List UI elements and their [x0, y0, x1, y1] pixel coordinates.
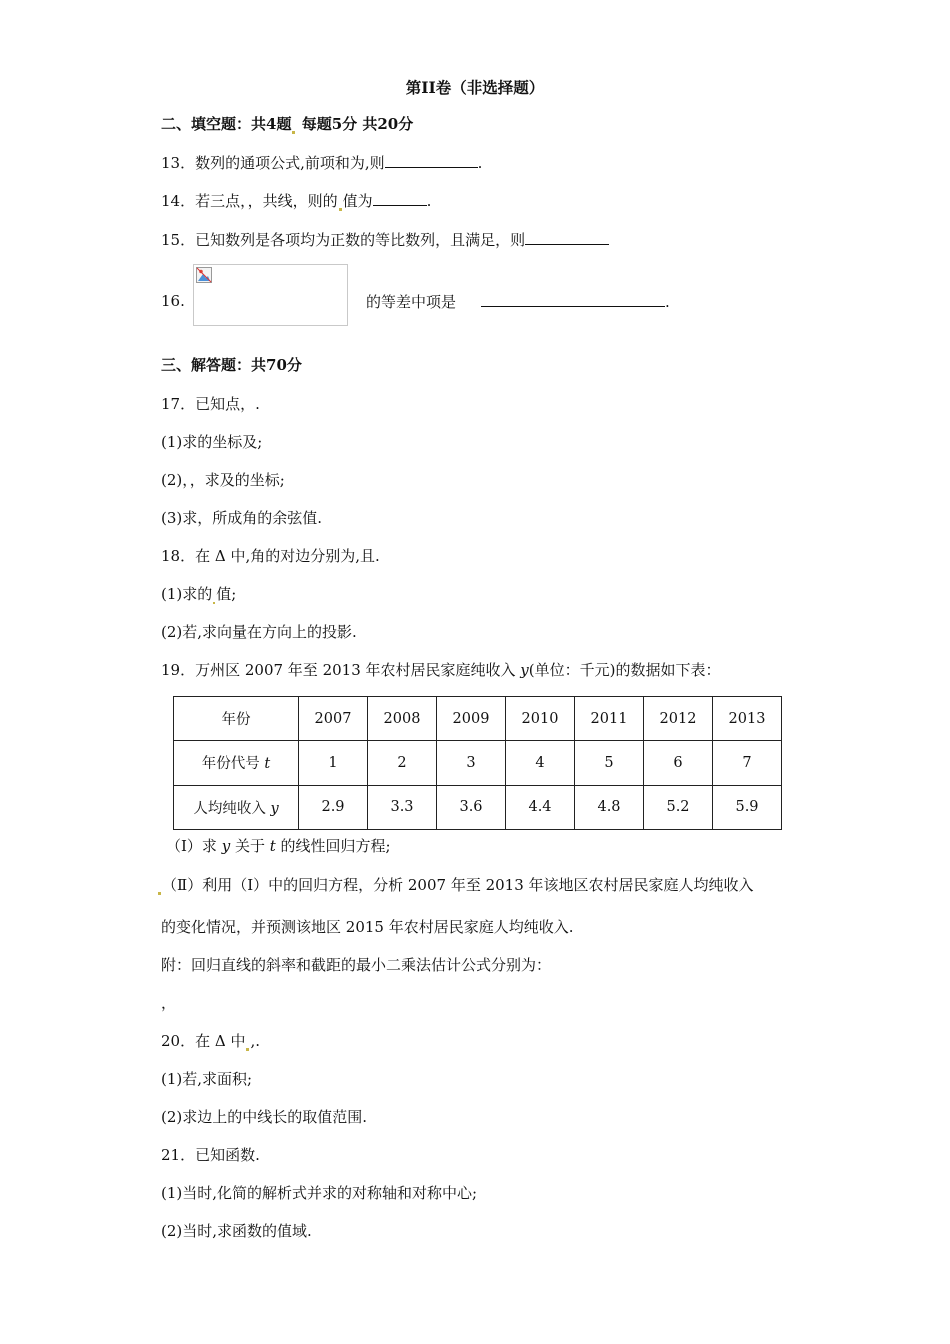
variable-y: y	[520, 661, 529, 679]
table-cell: 2007	[299, 697, 368, 741]
table-cell: 2012	[644, 697, 713, 741]
answer-blank	[481, 291, 665, 307]
question-21-stem: 21．已知函数.	[161, 1146, 260, 1164]
table-cell: 4.8	[575, 785, 644, 829]
variable-t: t	[264, 756, 271, 773]
question-21-part-1: (1)当时,化简的解析式并求的对称轴和对称中心;	[161, 1184, 478, 1202]
table-cell: 2010	[506, 697, 575, 741]
question-14-text-2: 值为	[342, 192, 373, 210]
table-cell: 7	[713, 741, 782, 785]
question-17-stem: 17．已知点，.	[161, 395, 260, 413]
table-cell: 4	[506, 741, 575, 785]
question-18-part-1-b: 值;	[216, 585, 237, 603]
question-16-text: 的等差中项是	[366, 293, 457, 311]
table-row-years	[174, 697, 782, 741]
table-cell: 2	[368, 741, 437, 785]
q20-stem-b: ,.	[250, 1032, 261, 1050]
question-19-stem-b: (单位：千元)的数据如下表：	[528, 661, 721, 679]
table-cell: 3.6	[437, 785, 506, 829]
table-row-incomes	[174, 785, 782, 829]
table-cell: 1	[299, 741, 368, 785]
table-cell: 2013	[713, 697, 782, 741]
artifact-dot	[158, 892, 161, 895]
variable-y: y	[221, 837, 231, 855]
question-19-note: 附：回归直线的斜率和截距的最小二乘法估计公式分别为：	[161, 956, 552, 974]
table-header-cell: 年份	[174, 697, 299, 741]
question-19-stem	[161, 660, 720, 680]
table-cell: 2008	[368, 697, 437, 741]
exam-part-title: 第II卷（非选择题）	[405, 78, 545, 97]
question-14-tail: .	[426, 192, 432, 210]
table-cell: 5	[575, 741, 644, 785]
broken-image-placeholder	[193, 264, 348, 326]
question-19-stem-a: 19．万州区 2007 年至 2013 年农村居民家庭纯收入	[161, 661, 521, 679]
section-fill-in-scoring: 每题5分 共20分	[301, 115, 414, 133]
table-cell: 4.4	[506, 785, 575, 829]
question-13-text: 13．数列的通项公式,前项和为,则	[161, 154, 385, 172]
variable-y: y	[270, 800, 279, 817]
row-code-label: 年份代号	[201, 756, 265, 773]
question-14-text: 14．若三点，，共线，则的	[161, 192, 338, 210]
section-solutions-heading: 三、解答题：共70分	[161, 356, 302, 374]
table-row-codes	[174, 741, 782, 785]
question-19-comma: ，	[161, 994, 177, 1012]
q20-stem-a: 20．在 Δ 中	[161, 1032, 246, 1050]
table-cell: 2.9	[299, 785, 368, 829]
question-16-number: 16.	[161, 292, 185, 310]
question-19-part-2-line-2: 的变化情况，并预测该地区 2015 年农村居民家庭人均纯收入.	[161, 918, 574, 936]
question-20-stem	[161, 1031, 260, 1051]
artifact-dot	[339, 208, 342, 211]
question-13-tail: .	[477, 154, 483, 172]
question-20-part-2: (2)求边上的中线长的取值范围.	[161, 1108, 368, 1126]
section-fill-in-heading	[161, 114, 413, 134]
question-18-part-1-a: (1)求的	[161, 585, 213, 603]
artifact-dot	[292, 131, 295, 134]
table-header-cell	[174, 785, 299, 829]
table-cell: 5.9	[713, 785, 782, 829]
q19-p1-c: 的线性回归方程;	[275, 837, 391, 855]
question-14	[161, 190, 431, 211]
question-21-part-2: (2)当时,求函数的值域.	[161, 1222, 312, 1240]
variable-t: t	[269, 837, 276, 855]
table-cell: 6	[644, 741, 713, 785]
question-15	[161, 229, 609, 250]
q19-p1-a: （Ⅰ）求	[166, 837, 222, 855]
question-17-part-2: (2)，，求及的坐标;	[161, 471, 285, 489]
question-19-part-1	[166, 836, 391, 856]
question-18-stem: 18．在 Δ 中,角的对边分别为,且.	[161, 547, 380, 565]
q19-p1-b: 关于	[230, 837, 270, 855]
question-15-text: 15．已知数列是各项均为正数的等比数列，且满足，则	[161, 231, 526, 249]
table-cell: 2011	[575, 697, 644, 741]
broken-image-icon	[196, 267, 212, 283]
answer-blank	[385, 152, 478, 168]
question-13	[161, 152, 482, 173]
section-fill-in-heading-text: 二、填空题：共4题	[161, 115, 292, 133]
question-18-part-1	[161, 584, 236, 604]
table-cell: 5.2	[644, 785, 713, 829]
answer-blank	[373, 190, 427, 206]
artifact-dot	[213, 602, 215, 604]
question-17-part-3: (3)求，所成角的余弦值.	[161, 509, 323, 527]
question-20-part-1: (1)若,求面积;	[161, 1070, 253, 1088]
table-cell: 3	[437, 741, 506, 785]
question-16-tail: .	[665, 293, 670, 311]
question-16	[366, 291, 670, 312]
q19-p2-line-1-text: （Ⅱ）利用（Ⅰ）中的回归方程，分析 2007 年至 2013 年该地区农村居民家庭人均纯收入	[162, 876, 754, 894]
income-table	[173, 696, 782, 830]
answer-blank	[525, 229, 609, 245]
question-17-part-1: (1)求的坐标及;	[161, 433, 263, 451]
table-cell: 3.3	[368, 785, 437, 829]
question-18-part-2: (2)若,求向量在方向上的投影.	[161, 623, 357, 641]
table-cell: 2009	[437, 697, 506, 741]
row-income-label: 人均纯收入	[193, 800, 271, 817]
question-19-part-2-line-1	[157, 875, 754, 895]
table-header-cell	[174, 741, 299, 785]
